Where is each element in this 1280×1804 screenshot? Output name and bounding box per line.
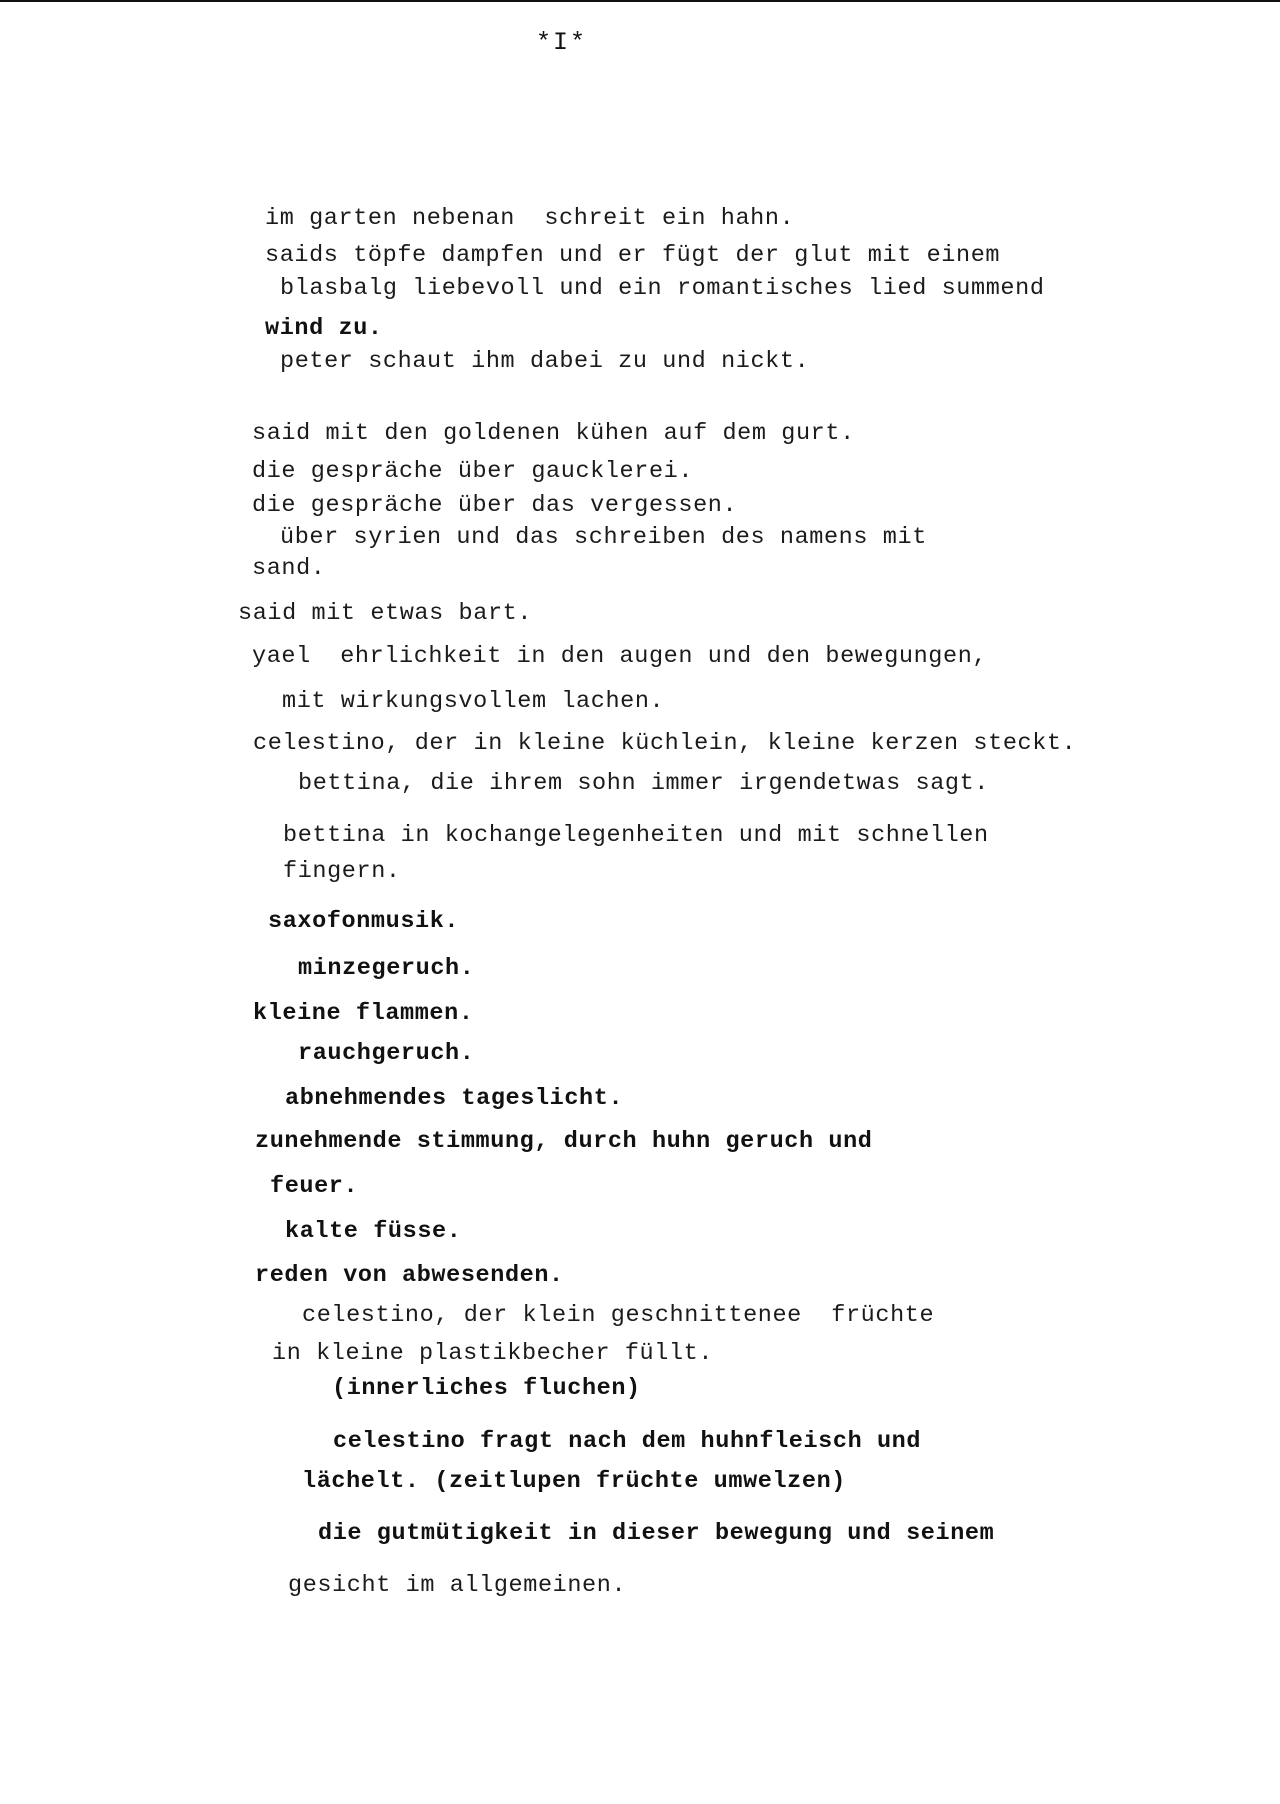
text-line: feuer.	[270, 1173, 359, 1200]
text-line: in kleine plastikbecher füllt.	[272, 1340, 714, 1367]
text-line: fingern.	[283, 858, 401, 885]
text-line: rauchgeruch.	[298, 1040, 475, 1067]
text-line: sand.	[252, 555, 326, 582]
text-line: saids töpfe dampfen und er fügt der glut mit einem	[265, 242, 1001, 269]
page-number: *I*	[536, 28, 588, 57]
top-rule	[0, 0, 1280, 2]
text-line: gesicht im allgemeinen.	[288, 1572, 627, 1599]
text-line: celestino, der klein geschnittenee früchte	[302, 1302, 935, 1329]
text-line: über syrien und das schreiben des namens mit	[280, 524, 927, 551]
text-line: blasbalg liebevoll und ein romantisches lied summend	[280, 275, 1045, 302]
text-line: zunehmende stimmung, durch huhn geruch und	[255, 1128, 873, 1155]
text-line: celestino, der in kleine küchlein, kleine kerzen steckt.	[253, 730, 1077, 757]
text-line: kalte füsse.	[285, 1218, 462, 1245]
text-line: lächelt. (zeitlupen früchte umwelzen)	[302, 1468, 846, 1495]
text-line: reden von abwesenden.	[255, 1262, 564, 1289]
text-line: minzegeruch.	[298, 955, 475, 982]
text-line: bettina, die ihrem sohn immer irgendetwas sagt.	[298, 770, 990, 797]
text-line: mit wirkungsvollem lachen.	[282, 688, 665, 715]
text-line: said mit den goldenen kühen auf dem gurt.	[252, 420, 855, 447]
text-line: die gutmütigkeit in dieser bewegung und seinem	[318, 1520, 995, 1547]
text-line: kleine flammen.	[253, 1000, 474, 1027]
text-line: die gespräche über das vergessen.	[252, 492, 738, 519]
text-line: (innerliches fluchen)	[332, 1375, 641, 1402]
text-line: saxofonmusik.	[268, 908, 460, 935]
text-line: wind zu.	[265, 315, 383, 342]
text-line: die gespräche über gaucklerei.	[252, 458, 694, 485]
text-line: yael ehrlichkeit in den augen und den bewegungen,	[252, 643, 988, 670]
text-line: peter schaut ihm dabei zu und nickt.	[280, 348, 810, 375]
text-line: im garten nebenan schreit ein hahn.	[265, 205, 795, 232]
text-line: celestino fragt nach dem huhnfleisch und	[333, 1428, 922, 1455]
text-line: said mit etwas bart.	[238, 600, 533, 627]
text-line: bettina in kochangelegenheiten und mit schnellen	[283, 822, 989, 849]
text-line: abnehmendes tageslicht.	[285, 1085, 624, 1112]
